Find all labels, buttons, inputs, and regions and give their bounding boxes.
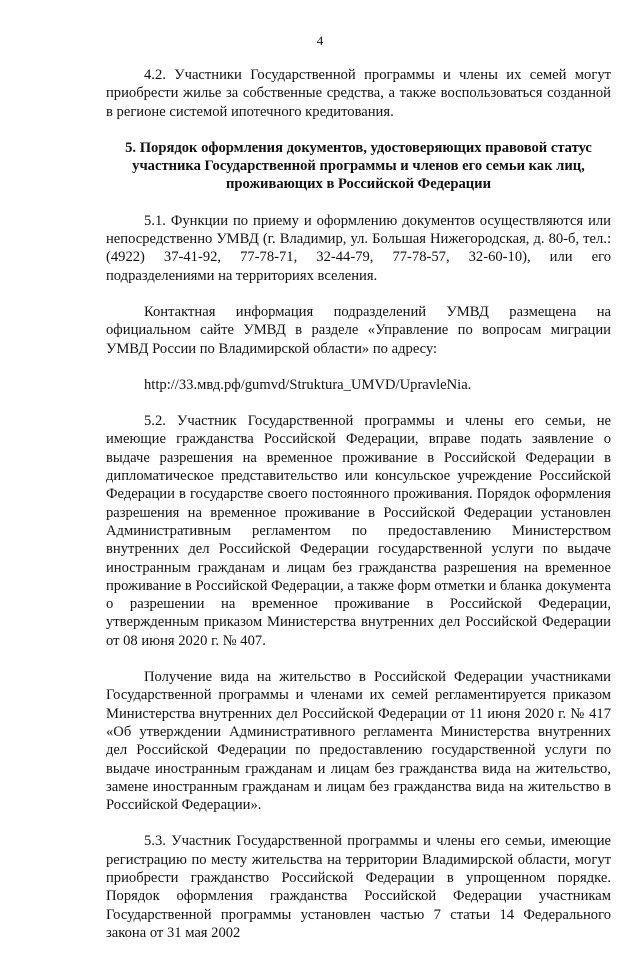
paragraph-5-3: 5.3. Участник Государственной программы и члены его семьи, имеющие регистрацию по месту жительства на территории Владимирской области, могут приобрести гражданство Российской Федерации в упрощенном порядке. Порядок оформления гражданства Российской Федерации участникам Государственной программы установлен частью 7 статьи 14 Федерального закона от 31 мая 2002 — [106, 833, 611, 941]
umvd-url-text: http://33.мвд.рф/gumvd/Struktura_UMVD/UpravleNia. — [144, 376, 472, 393]
paragraph-residence-permit: Получение вида на жительство в Российской Федерации участниками Государственной программы и членами их семей регламентируется приказом Министерства внутренних дел Российской Федерации от 11 июня 2020 г. № 417 «Об утверждении Административного регламента Министерства внутренних дел Российской Федерации по предоставлению государственной услуги по выдаче иностранным гражданам и лицам без гражданства вида на жительство, замене иностранным гражданам и лицам без гражданства вида на жительство в Российской Федерации». — [106, 669, 611, 814]
section-5-heading: 5. Порядок оформления документов, удостоверяющих правовой статус участника Государственной программы и членов его семьи как лиц, проживающих в Российской Федерации — [125, 139, 592, 193]
paragraph-5-2: 5.2. Участник Государственной программы и члены его семьи, не имеющие гражданства Российской Федерации, вправе подать заявление о выдаче разрешения на временное проживание в Российской Федерации в дипломатическое представительство или консульское учреждение Российской Федерации в государстве своего постоянного проживания. Порядок оформления разрешения на временное проживание в Российской Федерации установлен Административным регламентом по предоставлению Министерством внутренних дел Российской Федерации государственной услуги по выдаче иностранным гражданам и лицам без гражданства разрешения на временное проживание в Российской Федерации, а также форм отметки и бланка документа о разрешении на временное проживание в Российской Федерации, утвержденным приказом Министерства внутренних дел Российской Федерации от 08 июня 2020 г. № 407. — [106, 413, 611, 649]
paragraph-contact-info: Контактная информация подразделений УМВД размещена на официальном сайте УМВД в разделе «Управление по вопросам миграции УМВД России по Владимирской области» по адресу: — [106, 303, 611, 357]
document-body — [106, 66, 611, 960]
paragraph-5-1: 5.1. Функции по приему и оформлению документов осуществляются или непосредственно УМВД (г. Владимир, ул. Большая Нижегородская, д. 80-б, тел.: (4922) 37-41-92, 77-78-71, 32-44-79, 77-78-57, 32-60-10), или его подразделениями на территориях вселения. — [106, 212, 611, 284]
paragraph-4-2: 4.2. Участники Государственной программы и члены их семей могут приобрести жилье за собственные средства, а также воспользоваться созданной в регионе системой ипотечного кредитования. — [106, 67, 611, 120]
page-number: 4 — [316, 33, 324, 48]
